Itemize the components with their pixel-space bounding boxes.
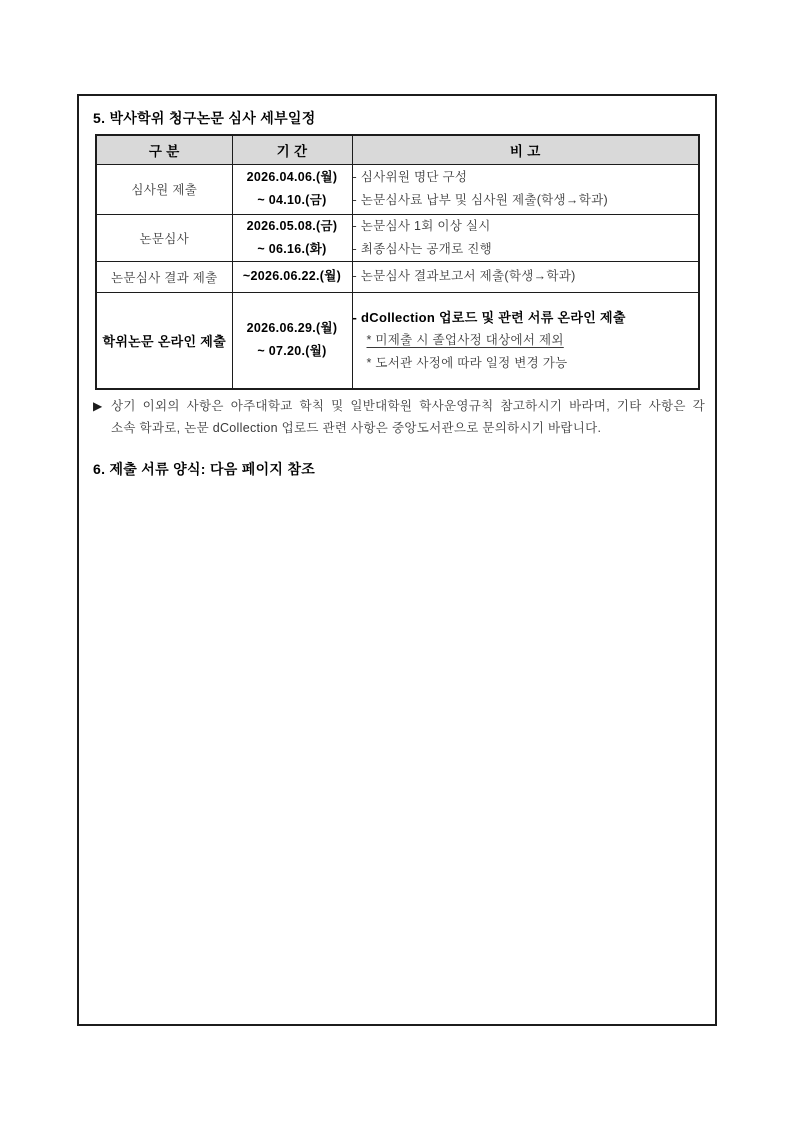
period-line: ~2026.06.22.(월) — [242, 269, 342, 283]
table-row — [96, 214, 699, 261]
period-cell — [232, 261, 352, 292]
note-line-2: 소속 학과로, 논문 dCollection 업로드 관련 사항은 중앙도서관으로 문의하시기 바랍니다. — [111, 421, 602, 435]
table-header-row — [96, 135, 699, 164]
table-row — [96, 261, 699, 292]
note-text — [93, 395, 705, 439]
category-cell: 심사원 제출 — [96, 164, 232, 214]
remark-item: * 도서관 사정에 따라 일정 변경 가능 — [366, 355, 568, 370]
remarks-cell — [352, 164, 699, 214]
period-line: ~ 07.20.(월) — [257, 344, 327, 359]
remark-item: - 심사위원 명단 구성 — [352, 170, 468, 184]
note-line-1: 상기 이외의 사항은 아주대학교 학칙 및 일반대학원 학사운영규칙 참고하시기 바라며, 기타 사항은 각 — [111, 399, 705, 413]
category-cell: 논문심사 — [96, 214, 232, 261]
period-cell — [232, 292, 352, 389]
section6-title: 6. 제출 서류 양식: 다음 페이지 참조 — [93, 461, 316, 477]
remark-item: * 미제출 시 졸업사정 대상에서 제외 — [366, 332, 564, 347]
remarks-cell — [352, 214, 699, 261]
period-line: ~ 06.16.(화) — [257, 241, 327, 256]
category-cell: 학위논문 온라인 제출 — [96, 292, 232, 389]
period-line: 2026.06.29.(월) — [246, 321, 338, 336]
remarks-cell — [352, 292, 699, 389]
header-category: 구 분 — [96, 135, 232, 164]
table-row — [96, 164, 699, 214]
period-cell — [232, 164, 352, 214]
period-line: 2026.05.08.(금) — [246, 218, 338, 233]
period-line: 2026.04.06.(월) — [246, 170, 338, 184]
period-cell — [232, 214, 352, 261]
remark-item: - 논문심사 1회 이상 실시 — [352, 218, 491, 233]
table-row — [96, 292, 699, 389]
category-cell: 논문심사 결과 제출 — [96, 261, 232, 292]
page-border — [77, 94, 717, 1026]
section5-title: 5. 박사학위 청구논문 심사 세부일정 — [93, 110, 316, 126]
header-period: 기 간 — [232, 135, 352, 164]
remarks-cell — [352, 261, 699, 292]
remark-item: - 논문심사료 납부 및 심사원 제출(학생→학과) — [352, 193, 608, 207]
header-remarks: 비 고 — [352, 135, 699, 164]
triangle-bullet-icon: ▶ — [93, 399, 103, 413]
remark-item: - 논문심사 결과보고서 제출(학생→학과) — [352, 269, 576, 283]
remark-item: - 최종심사는 공개로 진행 — [352, 241, 493, 256]
note-paragraph — [93, 395, 705, 439]
period-line: ~ 04.10.(금) — [257, 193, 327, 207]
schedule-table — [95, 134, 700, 390]
remark-item: - dCollection 업로드 및 관련 서류 온라인 제출 — [352, 309, 626, 325]
